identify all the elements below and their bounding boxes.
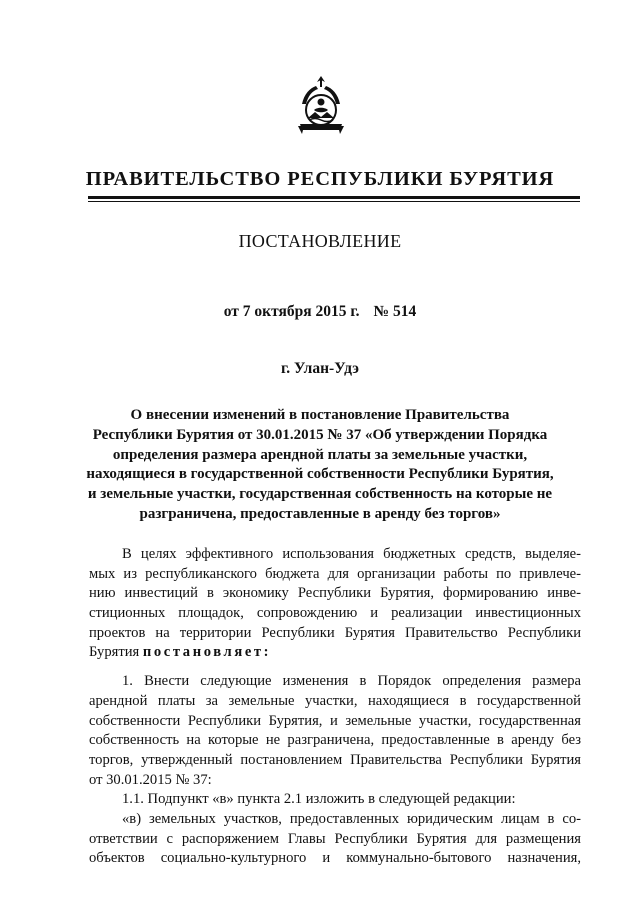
item-1-line: собственность на которые не разграничена, предоставленные в аренду без	[89, 732, 581, 749]
government-name: ПРАВИТЕЛЬСТВО РЕСПУБЛИКИ БУРЯТИЯ	[85, 168, 555, 190]
resolves-word: постановляет:	[142, 644, 272, 661]
document-subject	[60, 406, 580, 525]
quote-line: объектов социально-культурного и коммунально-бытового назначения,	[89, 850, 581, 867]
quote-line: ответствии с распоряжением Главы Республики Бурятия для размещения	[89, 830, 581, 847]
item-1-line: 1. Внести следующие изменения в Порядок определения размера	[122, 673, 581, 690]
subject-line: определения размера арендной платы за земельные участки,	[112, 446, 528, 463]
document-body	[89, 545, 581, 869]
item-1-line: собственности Республики Бурятия, и земельные участки, государственная	[89, 712, 581, 729]
document-number: № 514	[373, 303, 417, 320]
preamble-line	[89, 643, 581, 663]
subject-line: Республики Бурятия от 30.01.2015 № 37 «Об утверждении Порядка	[92, 426, 548, 443]
document-type: ПОСТАНОВЛЕНИЕ	[238, 231, 402, 251]
subject-line: находящиеся в государственной собственности Республики Бурятия,	[86, 466, 554, 483]
preamble-line: В целях эффективного использования бюджетных средств, выделяе-	[122, 546, 581, 562]
subject-line: и земельные участки, государственная собственность на которые не	[87, 486, 553, 503]
quote-line: «в) земельных участков, предоставленных юридическим лицам в со-	[122, 810, 581, 827]
subject-line: разграничена, предоставленные в аренду без торгов»	[139, 505, 501, 522]
item-1-line: арендной платы за земельные участки, находящиеся в государственной	[89, 692, 581, 709]
header-rule-thick	[88, 196, 580, 199]
item-1-line: от 30.01.2015 № 37:	[89, 771, 212, 788]
item-1-1-line: 1.1. Подпункт «в» пункта 2.1 изложить в следующей редакции:	[122, 791, 516, 808]
coat-of-arms-icon	[296, 74, 346, 160]
preamble-line: стиционных площадок, сопровождению и реализации инвестиционных	[89, 605, 581, 622]
date-number-line	[0, 303, 640, 321]
preamble-last-text: Бурятия	[89, 644, 143, 661]
preamble-line: нию инвестиций в экономику Республики Бурятия, формированию инве-	[89, 585, 581, 602]
header-rule-thin	[88, 201, 580, 202]
subject-line: О внесении изменений в постановление Правительства	[130, 407, 510, 423]
preamble-line: мых из республиканского бюджета для организации работы по привлече-	[89, 565, 581, 582]
item-1-line: торгов, утвержденный постановлением Правительства Республики Бурятия	[89, 751, 581, 768]
document-date: от 7 октября 2015 г.	[223, 303, 360, 320]
preamble-line: проектов на территории Республики Бурятия Правительство Республики	[89, 624, 581, 641]
document-city: г. Улан-Удэ	[280, 360, 359, 377]
